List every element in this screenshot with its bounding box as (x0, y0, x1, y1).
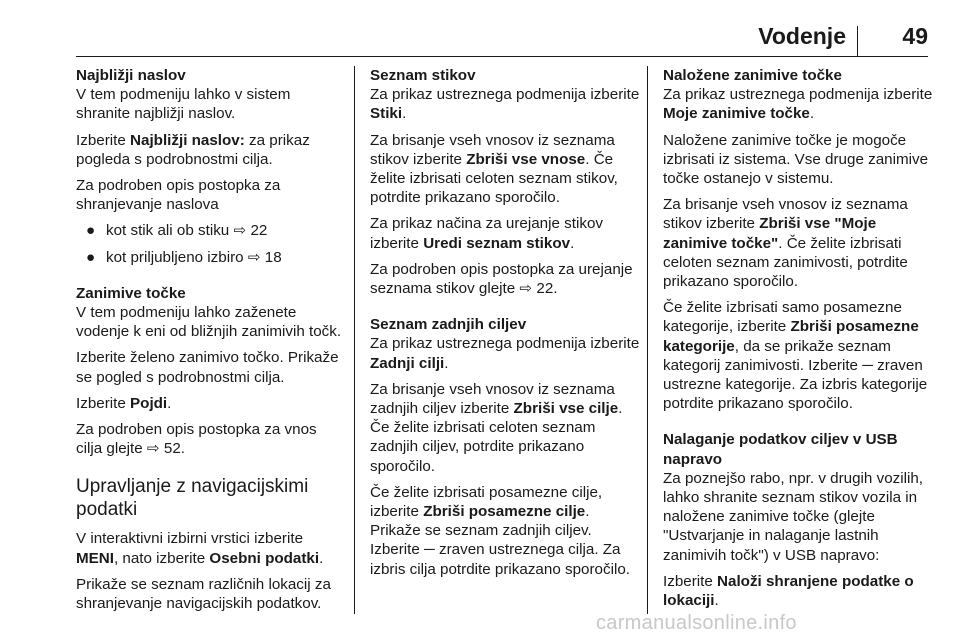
paragraph: Za brisanje vseh vnosov iz seznama stikov izberite Zbriši vse "Moje zanimive točke". Če želite izbrisati celoten seznam zanimivosti, potrdite prikazano sporočilo. (663, 196, 908, 291)
paragraph: Za brisanje vseh vnosov iz seznama zadnjih ciljev izberite Zbriši vse cilje. Če želite izbrisati celoten seznam zadnjih ciljev, potrdite prikazano sporočilo. (370, 380, 623, 475)
paragraph: Izberite Pojdi. (76, 394, 172, 412)
page-ref-arrow-icon: ⇨ (146, 440, 160, 458)
page-ref[interactable]: 22 (250, 222, 268, 240)
page-ref-arrow-icon: ⇨ (519, 280, 533, 298)
section-title-recent-destinations: Seznam zadnjih ciljev (370, 316, 527, 334)
paragraph: Če želite izbrisati samo posamezne kategorije, izberite Zbriši posamezne kategorije, da se prikaže seznam kategorij zanimivosti. Izberite ─ zraven ustrezne kategorije. Za izbris kategorije potrdite prikazano sporočilo. (663, 299, 928, 413)
bullet-list (76, 221, 346, 266)
paragraph: Za brisanje vseh vnosov iz seznama stikov izberite Zbriši vse vnose. Če želite izbrisati celoten seznam stikov, potrdite prikazano sporočilo. (370, 131, 618, 207)
bullet-icon: ● (86, 248, 96, 266)
bullet-icon: ● (86, 222, 96, 240)
paragraph: Če želite izbrisati posamezne cilje, izberite Zbriši posamezne cilje. Prikaže se seznam zadnjih ciljev. Izberite ─ zraven ustreznega cilja. Za izbris cilja potrdite prikazano sporočilo. (370, 483, 630, 578)
paragraph: Prikaže se seznam različnih lokacij za shranjevanje navigacijskih podatkov. (76, 575, 331, 613)
page-ref[interactable]: 18 (264, 248, 282, 266)
running-header-title: Vodenje (758, 23, 846, 49)
paragraph: Za prikaz načina za urejanje stikov izberite Uredi seznam stikov. (370, 215, 603, 252)
paragraph: Za podroben opis postopka za urejanje seznama stikov glejte ⇨ 22. (370, 260, 633, 298)
section-title-usb-upload: Nalaganje podatkov ciljev v USB napravo (663, 431, 898, 468)
paragraph: V interaktivni izbirni vrstici izberite MENI, nato izberite Osebni podatki. (76, 530, 324, 567)
paragraph: Za podroben opis postopka za shranjevanje naslova (76, 177, 281, 214)
paragraph: Za prikaz ustreznega podmenija izberite Moje zanimive točke. (663, 86, 933, 123)
section-title-points-of-interest: Zanimive točke (76, 284, 186, 302)
page-number: 49 (902, 23, 928, 49)
page-ref[interactable]: 22 (536, 280, 554, 298)
list-item: ● kot priljubljeno izbiro ⇨ 18 (86, 248, 282, 266)
section-title-nearest-address: Najbližji naslov (76, 67, 186, 84)
section-title-contacts-list: Seznam stikov (370, 67, 476, 84)
paragraph: Za poznejšo rabo, npr. v drugih vozilih, lahko shranite seznam stikov vozila in naložene zanimive točke (glejte "Ustvarjanje in nalaganje lastnih zanimivih točk") v USB napravo: (663, 469, 924, 564)
paragraph: Za prikaz ustreznega podmenija izberite Zadnji cilji. (370, 335, 640, 372)
list-item: ● kot stik ali ob stiku ⇨ 22 (86, 222, 268, 240)
column-divider-2 (647, 66, 648, 614)
column-divider-1 (354, 66, 355, 614)
page-ref-arrow-icon: ⇨ (247, 248, 261, 266)
paragraph: V tem podmeniju lahko v sistem shranite najbližji naslov. (76, 86, 291, 123)
page-ref[interactable]: 52 (163, 440, 181, 458)
paragraph: Izberite Najbližji naslov: za prikaz pogleda s podrobnostmi cilja. (76, 131, 310, 168)
header-divider-tick (857, 26, 858, 56)
paragraph: Za prikaz ustreznega podmenija izberite Stiki. (370, 86, 640, 123)
paragraph: Za podroben opis postopka za vnos cilja glejte ⇨ 52. (76, 421, 317, 458)
section-title-uploaded-pois: Naložene zanimive točke (663, 67, 842, 84)
page-ref-arrow-icon: ⇨ (233, 222, 247, 240)
column-1 (76, 66, 346, 620)
column-2 (370, 66, 640, 586)
header-rule (76, 56, 928, 57)
paragraph: V tem podmeniju lahko zaženete vodenje k eni od bližnjih zanimivih točk. (76, 304, 342, 341)
paragraph: Izberite želeno zanimivo točko. Prikaže se pogled s podrobnostmi cilja. (76, 349, 339, 386)
paragraph: Naložene zanimive točke je mogoče izbrisati iz sistema. Vse druge zanimive točke ostanejo v sistemu. (663, 131, 929, 188)
paragraph: Izberite Naloži shranjene podatke o lokaciji. (663, 572, 914, 610)
watermark: carmanualsonline.info (596, 612, 797, 634)
chapter-heading: Upravljanje z navigacijskimi podatki (76, 476, 309, 521)
column-3 (663, 66, 933, 617)
